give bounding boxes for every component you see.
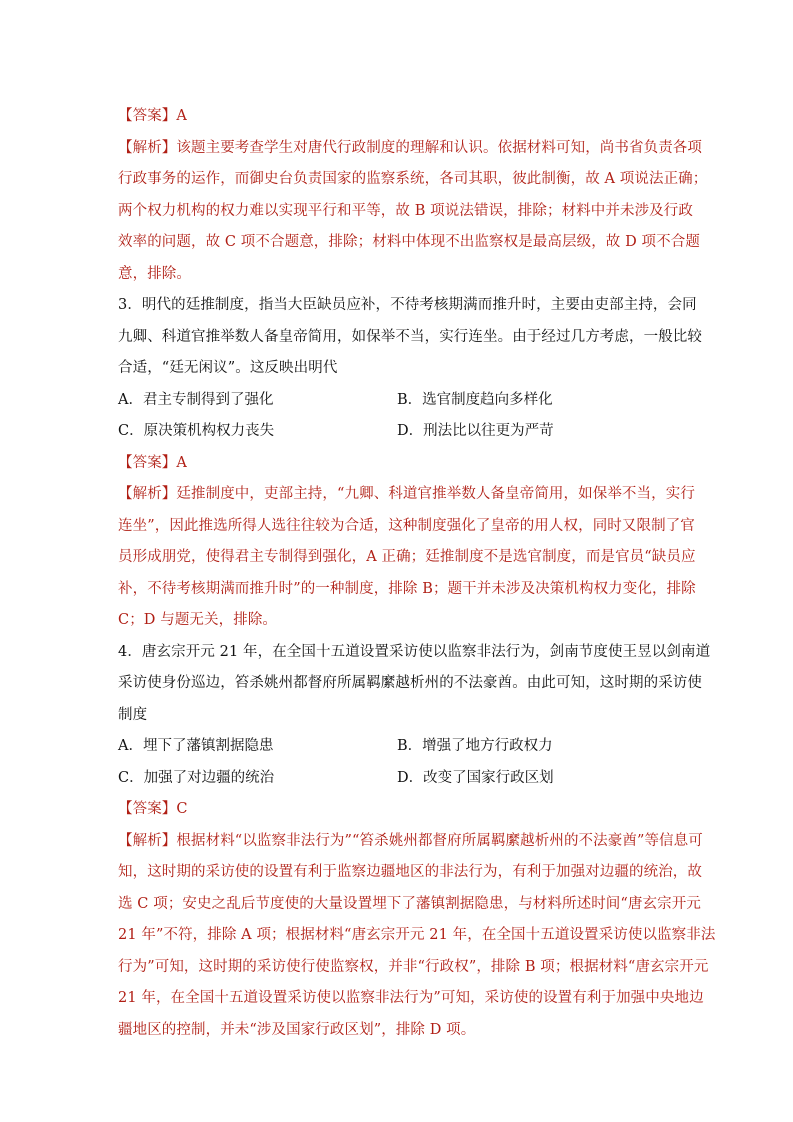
analysis-tag: 【解析】 [118, 832, 177, 849]
analysis-line: 效率的问题，故 C 项不合题意，排除；材料中体现不出监察权是最高层级，故 D 项不合题 [118, 234, 700, 250]
option-b: B．选官制度趋向多样化 [397, 391, 553, 408]
analysis-text: 根据材料“以监察非法行为”“笞杀姚州都督府所属羁縻越析州的不法豪酋”等信息可 [176, 832, 703, 849]
analysis-line: 21 年，在全国十五道设置采访使以监察非法行为”可知，采访使的设置有利于加强中央地边 [118, 990, 704, 1006]
option-a: A．君主专制得到了强化 [118, 391, 274, 408]
question-4-options-row [118, 731, 678, 763]
answer-tag: 【答案】 [118, 108, 177, 124]
analysis-line [118, 133, 703, 165]
answer-tag: 【答案】 [118, 801, 177, 817]
answer-tag: 【答案】 [118, 454, 177, 471]
question-3-options-row [118, 385, 678, 417]
document-page [118, 101, 716, 1046]
answer-value: A [176, 454, 187, 471]
question-3-stem: 3．明代的廷推制度，指当大臣缺员应补，不待考核期满而推升时，主要由吏部主持，会同 [118, 297, 697, 313]
analysis-text: 廷推制度中，吏部主持，“九卿、科道官推举数人备皇帝简用，如保举不当，实行 [176, 486, 695, 502]
analysis-line: 选 C 项；安史之乱后节度使的大量设置埋下了藩镇割据隐患，与材料所述时间“唐玄宗开元 [118, 895, 701, 912]
option-c: C．加强了对边疆的统治 [118, 769, 275, 786]
analysis-line [118, 826, 703, 858]
analysis-text: 该题主要考查学生对唐代行政制度的理解和认识。依据材料可知，尚书省负责各项 [176, 139, 703, 156]
analysis-line: 连坐”，因此推选所得人选往往较为合适，这种制度强化了皇帝的用人权，同时又限制了官 [118, 517, 695, 534]
option-c: C．原决策机构权力丧失 [118, 423, 275, 439]
analysis-tag: 【解析】 [118, 486, 177, 502]
analysis-line: 行为”可知，这时期的采访使行使监察权，并非“行政权”，排除 B 项；根据材料“唐玄宗开元 [118, 958, 709, 975]
answer-value: A [176, 108, 187, 124]
question-4-options-row [118, 763, 678, 795]
analysis-line: 员形成朋党，使得君主专制得到强化，A 正确；廷推制度不是选官制度，而是官员“缺员应 [118, 549, 696, 565]
question-4-stem: 制度 [118, 706, 148, 723]
option-a: A．埋下了藩镇割据隐患 [118, 738, 274, 754]
answer-line [118, 101, 678, 133]
analysis-line: 两个权力机构的权力难以实现平行和平等，故 B 项说法错误，排除；材料中并未涉及行政 [118, 202, 693, 219]
question-3-stem: 合适，“廷无闲议”。这反映出明代 [118, 360, 338, 376]
analysis-line: C；D 与题无关，排除。 [118, 612, 278, 628]
option-d: D．刑法比以往更为严苛 [397, 423, 554, 439]
question-4-stem: 采访使身份巡边，笞杀姚州都督府所属羁縻越析州的不法豪酋。由此可知，这时期的采访使 [118, 675, 702, 691]
analysis-line: 疆地区的控制，并未“涉及国家行政区划”，排除 D 项。 [118, 1021, 476, 1038]
answer-value: C [176, 801, 188, 817]
analysis-line [118, 479, 695, 511]
analysis-line: 21 年”不符，排除 A 项；根据材料“唐玄宗开元 21 年，在全国十五道设置采访使以监察非法 [118, 927, 716, 943]
option-b: B．增强了地方行政权力 [397, 738, 553, 754]
analysis-line: 补，不待考核期满而推升时”的一种制度，排除 B；题干并未涉及决策机构权力变化，排除 [118, 580, 696, 597]
answer-line [118, 794, 678, 826]
question-3-options-row [118, 416, 678, 448]
option-d: D．改变了国家行政区划 [397, 769, 554, 786]
answer-line [118, 448, 678, 480]
analysis-line: 知，这时期的采访使的设置有利于监察边疆地区的非法行为，有利于加强对边疆的统治，故 [118, 864, 702, 880]
question-3-stem: 九卿、科道官推举数人备皇帝简用，如保举不当，实行连坐。由于经过几方考虑，一般比较 [118, 328, 702, 345]
analysis-line: 意，排除。 [118, 265, 191, 282]
analysis-tag: 【解析】 [118, 139, 177, 156]
question-4-stem: 4．唐玄宗开元 21 年，在全国十五道设置采访使以监察非法行为，剑南节度使王昱以剑南道 [118, 643, 711, 660]
analysis-line: 行政事务的运作，而御史台负责国家的监察系统，各司其职，彼此制衡，故 A 项说法正确； [118, 171, 708, 187]
